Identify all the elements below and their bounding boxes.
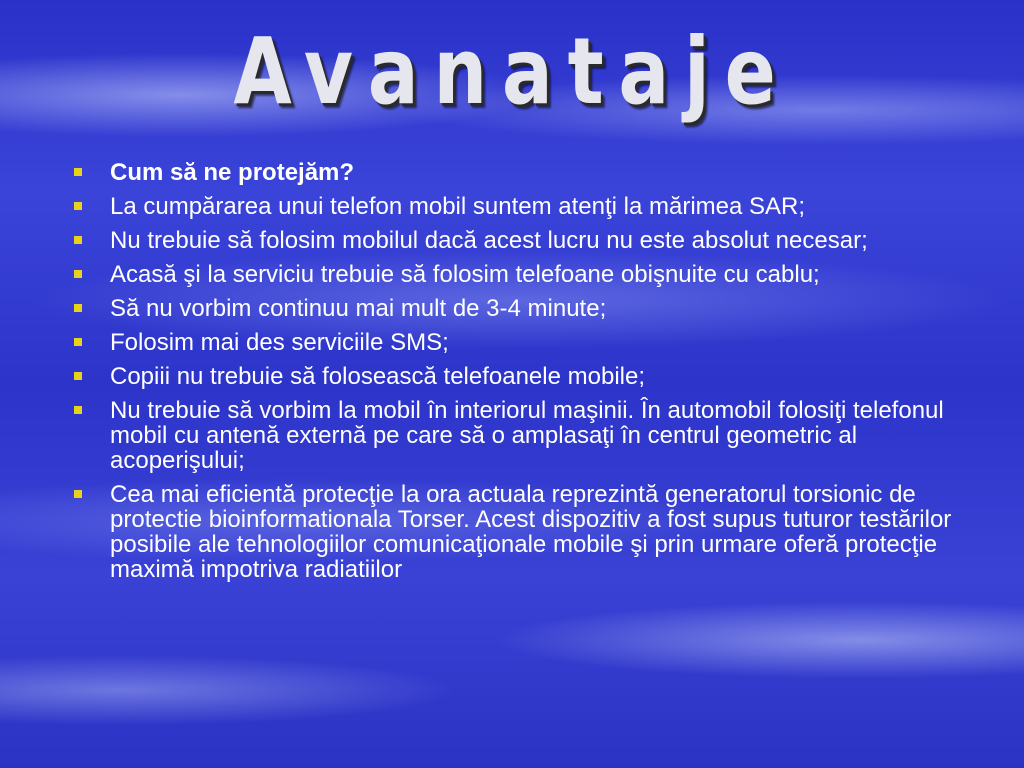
bullet-text: La cumpărarea unui telefon mobil suntem atenţi la mărimea SAR; <box>110 193 806 220</box>
bullet-item <box>70 398 990 473</box>
bullet-item <box>70 194 990 219</box>
bullet-text: Nu trebuie să folosim mobilul dacă acest lucru nu este absolut necesar; <box>110 227 868 254</box>
bullet-list <box>70 160 990 591</box>
square-bullet-icon <box>74 372 82 380</box>
square-bullet-icon <box>74 236 82 244</box>
bullet-text: Nu trebuie să vorbim la mobil în interiorul maşinii. În automobil folosiţi telefonul mobil cu antenă externă pe care să o amplasaţi în centrul geometric al acoperişului; <box>110 397 944 474</box>
bullet-text: Să nu vorbim continuu mai mult de 3-4 minute; <box>110 295 607 322</box>
bullet-item <box>70 482 990 582</box>
slide-title: Avanataje <box>233 18 791 125</box>
square-bullet-icon <box>74 270 82 278</box>
square-bullet-icon <box>74 490 82 498</box>
bullet-item <box>70 296 990 321</box>
bullet-text: Folosim mai des serviciile SMS; <box>110 329 449 356</box>
bullet-text: Acasă şi la serviciu trebuie să folosim telefoane obişnuite cu cablu; <box>110 261 820 288</box>
bullet-item <box>70 330 990 355</box>
bullet-text: Cea mai eficientă protecţie la ora actuala reprezintă generatorul torsionic de protectie bioinformationala Torser. Acest dispozitiv a fost supus tuturor testărilor posibile ale tehnologiilor comunicaţionale mobile şi prin urmare oferă protecţie maximă impotriva radiatiilor <box>110 481 952 583</box>
square-bullet-icon <box>74 304 82 312</box>
bullet-item <box>70 228 990 253</box>
bullet-item <box>70 364 990 389</box>
square-bullet-icon <box>74 406 82 414</box>
square-bullet-icon <box>74 202 82 210</box>
bullet-text: Cum să ne protejăm? <box>110 159 355 186</box>
bullet-item <box>70 160 990 185</box>
bullet-item <box>70 262 990 287</box>
square-bullet-icon <box>74 338 82 346</box>
bullet-text: Copiii nu trebuie să folosească telefoanele mobile; <box>110 363 645 390</box>
square-bullet-icon <box>74 168 82 176</box>
